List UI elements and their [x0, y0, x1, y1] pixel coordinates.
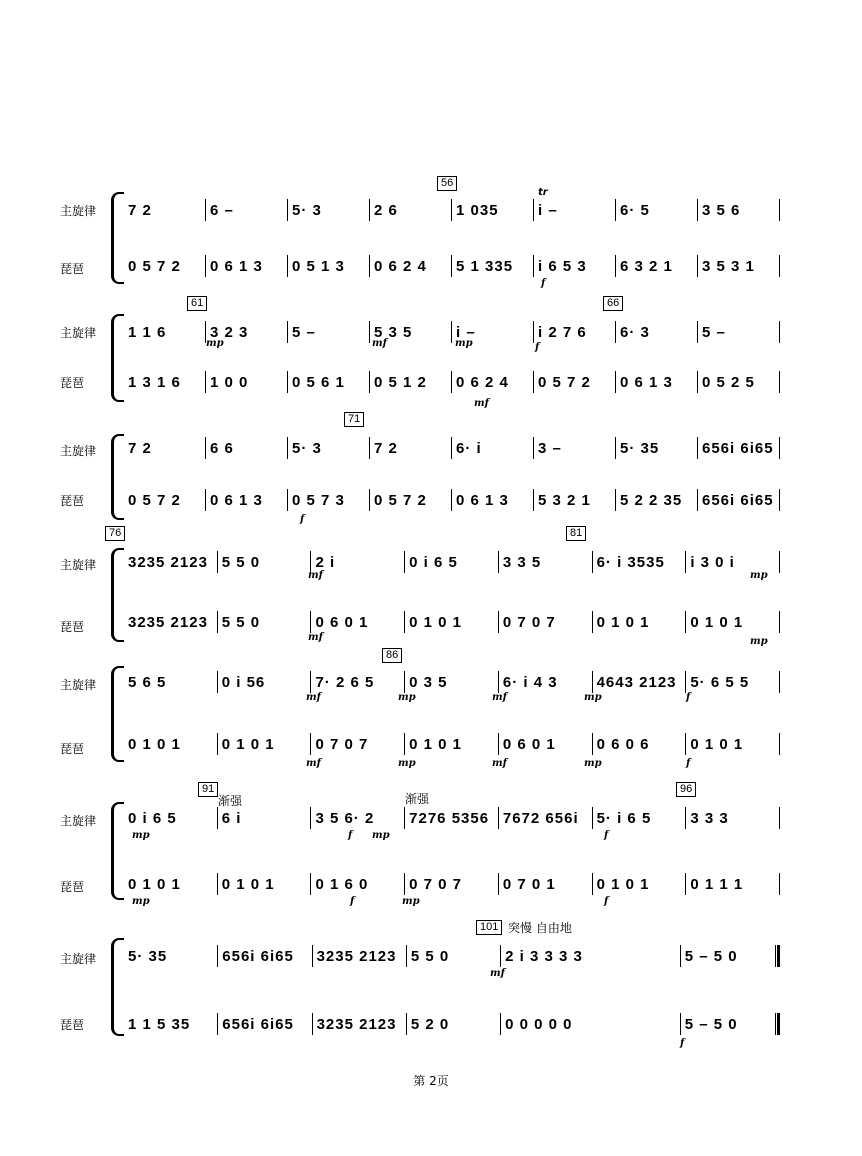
pipa-row	[124, 488, 780, 512]
dynamic-marking: mf	[306, 692, 321, 703]
measure: i 2 7 6	[538, 323, 587, 341]
measure: 0 6 0 6	[596, 735, 650, 753]
score-system-7	[60, 921, 780, 1049]
measure: 5 2 2 35	[620, 491, 683, 509]
score-system-1	[60, 177, 780, 289]
rehearsal-mark: 91	[198, 782, 218, 797]
measure: 0 6 1 3	[210, 257, 263, 275]
barline	[779, 371, 780, 393]
staff-label-melody: 主旋律	[60, 814, 97, 828]
staff-label-melody: 主旋律	[60, 204, 97, 218]
dynamic-marking: mp	[372, 830, 390, 841]
system-bracket	[111, 314, 124, 402]
barline	[779, 489, 780, 511]
dynamic-marking: f	[350, 896, 355, 907]
pipa-row	[124, 610, 780, 634]
measure: 5 2 0	[410, 1015, 450, 1033]
measure: 6· i 4 3	[502, 673, 558, 691]
measure: 0 5 7 2	[538, 373, 591, 391]
dynamic-marking: mf	[492, 758, 507, 769]
dynamic-marking: mp	[584, 692, 602, 703]
measure: 4643 2123	[596, 673, 677, 691]
tempo-marking: 突慢 自由地	[508, 921, 572, 935]
measure: 0 5 1 3	[292, 257, 345, 275]
measure: 5 5 0	[410, 947, 450, 965]
melody-row	[124, 550, 780, 574]
rehearsal-mark: 81	[566, 526, 586, 541]
measure: 5 –	[292, 323, 316, 341]
pipa-row	[124, 872, 780, 896]
staff-label-pipa: 琵琶	[60, 262, 85, 276]
dynamic-marking: f	[680, 1038, 685, 1049]
measure: 0 1 0 1	[221, 735, 275, 753]
dynamic-marking: mp	[584, 758, 602, 769]
measure: 7 2	[128, 439, 152, 457]
staff-label-melody: 主旋律	[60, 326, 97, 340]
rehearsal-mark: 76	[105, 526, 125, 541]
measure: 1 1 5 35	[128, 1015, 191, 1033]
measure: 5 – 5 0	[684, 1015, 738, 1033]
measure: 6· 5	[620, 201, 650, 219]
staff-label-melody: 主旋律	[60, 444, 97, 458]
measure: 0 5 6 1	[292, 373, 345, 391]
staff-label-pipa: 琵琶	[60, 742, 85, 756]
staff-label-pipa: 琵琶	[60, 880, 85, 894]
rehearsal-mark: 56	[437, 176, 457, 191]
system-bracket	[111, 666, 124, 762]
system-bracket	[111, 548, 124, 642]
measure: 7 2	[374, 439, 398, 457]
measure: 0 1 0 1	[596, 613, 650, 631]
measure: 1 035	[456, 201, 499, 219]
barline	[779, 199, 780, 221]
measure: 656i 6i65	[222, 947, 294, 965]
measure: 0 1 1 1	[690, 875, 744, 893]
trill-marking: tr	[538, 187, 548, 198]
dynamic-marking: mf	[474, 398, 489, 409]
measure: 6· 3	[620, 323, 650, 341]
barline	[779, 551, 780, 573]
measure: 0 i 6 5	[409, 553, 458, 571]
measure: 0 6 1 3	[456, 491, 509, 509]
dynamic-marking: mp	[398, 758, 416, 769]
dynamic-marking: mf	[308, 632, 323, 643]
measure: 7672 656i	[502, 809, 579, 827]
measure: 0 1 0 1	[128, 875, 181, 893]
measure: 5· 35	[128, 947, 168, 965]
dynamic-marking: mp	[206, 338, 224, 349]
measure: 5· 6 5 5	[690, 673, 750, 691]
dynamic-marking: mp	[398, 692, 416, 703]
final-barline	[775, 945, 780, 967]
barline	[779, 807, 780, 829]
measure: 0 7 0 7	[502, 613, 556, 631]
dynamic-marking: mf	[372, 338, 387, 349]
staff-label-pipa: 琵琶	[60, 494, 85, 508]
dynamic-marking: f	[604, 896, 609, 907]
measure: 0 7 0 7	[315, 735, 369, 753]
measure: 0 i 6 5	[128, 809, 177, 827]
staff-label-melody: 主旋律	[60, 952, 97, 966]
measure: 5· 35	[620, 439, 660, 457]
system-bracket	[111, 802, 124, 900]
measure: 1 3 1 6	[128, 373, 181, 391]
measure: 2 i	[315, 553, 336, 571]
score-system-2	[60, 297, 780, 409]
measure: 5 5 0	[221, 613, 261, 631]
measure: 5· 3	[292, 439, 322, 457]
measure: 0 0 0 0 0	[505, 1015, 573, 1033]
measure: 0 1 0 1	[221, 875, 275, 893]
barline	[779, 437, 780, 459]
rehearsal-mark: 71	[344, 412, 364, 427]
measure: 0 1 0 1	[128, 735, 181, 753]
dynamic-marking: f	[686, 692, 691, 703]
measure: 1 1 6	[128, 323, 167, 341]
measure: i –	[456, 323, 476, 341]
dynamic-marking: mf	[308, 570, 323, 581]
measure: i 3 0 i	[690, 553, 735, 571]
system-bracket	[111, 938, 124, 1036]
system-bracket	[111, 192, 124, 284]
measure: 656i 6i65	[702, 491, 774, 509]
measure: 0 6 2 4	[456, 373, 509, 391]
measure: 0 6 1 3	[620, 373, 673, 391]
measure: 0 3 5	[409, 673, 448, 691]
measure: 0 7 0 1	[502, 875, 556, 893]
measure: 3235 2123	[316, 1015, 397, 1033]
measure: 6 3 2 1	[620, 257, 673, 275]
measure: 2 6	[374, 201, 398, 219]
dynamic-marking: mf	[490, 968, 505, 979]
measure: 5 – 5 0	[684, 947, 738, 965]
measure: 0 1 0 1	[596, 875, 650, 893]
measure: 0 5 7 2	[374, 491, 427, 509]
measure: 3 5 6· 2	[315, 809, 375, 827]
pipa-row	[124, 732, 780, 756]
measure: 7· 2 6 5	[315, 673, 375, 691]
measure: 5 5 0	[221, 553, 261, 571]
measure: 5 1 335	[456, 257, 514, 275]
dynamic-marking: mf	[306, 758, 321, 769]
crescendo-marking: 渐强	[405, 792, 430, 806]
measure: i –	[538, 201, 558, 219]
barline	[779, 733, 780, 755]
rehearsal-mark: 101	[476, 920, 502, 935]
measure: i 6 5 3	[538, 257, 587, 275]
melody-row	[124, 944, 780, 968]
measure: 0 6 2 4	[374, 257, 427, 275]
dynamic-marking: f	[300, 514, 305, 525]
dynamic-marking: f	[348, 830, 353, 841]
pipa-row	[124, 254, 780, 278]
measure: 2 i 3 3 3 3	[505, 947, 583, 965]
measure: 3 5 3 1	[702, 257, 755, 275]
barline	[779, 671, 780, 693]
page-number: 第 2页	[413, 1074, 449, 1088]
measure: 5 6 5	[128, 673, 167, 691]
measure: 0 1 0 1	[690, 735, 744, 753]
pipa-row	[124, 1012, 780, 1036]
measure: 6 i	[221, 809, 242, 827]
system-bracket	[111, 434, 124, 520]
dynamic-marking: mp	[455, 338, 473, 349]
measure: 0 5 2 5	[702, 373, 755, 391]
staff-label-melody: 主旋律	[60, 558, 97, 572]
measure: 0 1 6 0	[315, 875, 369, 893]
measure: 5 3 2 1	[538, 491, 591, 509]
measure: 656i 6i65	[222, 1015, 294, 1033]
measure: 0 i 56	[221, 673, 266, 691]
measure: 0 1 0 1	[409, 735, 463, 753]
staff-label-pipa: 琵琶	[60, 620, 85, 634]
measure: 0 1 0 1	[690, 613, 744, 631]
dynamic-marking: mp	[750, 570, 768, 581]
pipa-row	[124, 370, 780, 394]
measure: 3235 2123	[128, 553, 208, 571]
dynamic-marking: f	[541, 278, 546, 289]
barline	[779, 611, 780, 633]
measure: 0 5 7 2	[128, 491, 181, 509]
measure: 5 3 5	[374, 323, 413, 341]
rehearsal-mark: 61	[187, 296, 207, 311]
measure: 3 3 3	[690, 809, 729, 827]
rehearsal-mark: 96	[676, 782, 696, 797]
dynamic-marking: mp	[402, 896, 420, 907]
staff-label-melody: 主旋律	[60, 678, 97, 692]
dynamic-marking: mp	[750, 636, 768, 647]
score-system-5	[60, 649, 780, 769]
final-barline	[775, 1013, 780, 1035]
measure: 0 6 1 3	[210, 491, 263, 509]
measure: 0 5 1 2	[374, 373, 427, 391]
measure: 3 5 6	[702, 201, 741, 219]
measure: 6 –	[210, 201, 234, 219]
measure: 0 7 0 7	[409, 875, 463, 893]
dynamic-marking: mp	[132, 830, 150, 841]
score-system-4	[60, 527, 780, 648]
measure: 6· i 3535	[596, 553, 665, 571]
melody-row	[124, 198, 780, 222]
measure: 7276 5356	[409, 809, 490, 827]
dynamic-marking: mp	[132, 896, 150, 907]
measure: 7 2	[128, 201, 152, 219]
score-system-6	[60, 783, 780, 907]
measure: 0 5 7 3	[292, 491, 345, 509]
melody-row	[124, 806, 780, 830]
melody-row	[124, 670, 780, 694]
measure: 0 6 0 1	[315, 613, 369, 631]
measure: 6· i	[456, 439, 482, 457]
measure: 5· i 6 5	[596, 809, 652, 827]
measure: 0 5 7 2	[128, 257, 181, 275]
measure: 3235 2123	[316, 947, 397, 965]
dynamic-marking: mf	[492, 692, 507, 703]
measure: 6 6	[210, 439, 234, 457]
measure: 3 –	[538, 439, 562, 457]
barline	[779, 321, 780, 343]
measure: 5 –	[702, 323, 726, 341]
staff-label-pipa: 琵琶	[60, 376, 85, 390]
score-system-3	[60, 413, 780, 528]
melody-row	[124, 436, 780, 460]
measure: 5· 3	[292, 201, 322, 219]
barline	[779, 255, 780, 277]
rehearsal-mark: 86	[382, 648, 402, 663]
measure: 1 0 0	[210, 373, 249, 391]
dynamic-marking: f	[686, 758, 691, 769]
measure: 0 1 0 1	[409, 613, 463, 631]
crescendo-marking: 渐强	[218, 794, 243, 808]
measure: 3 2 3	[210, 323, 249, 341]
measure: 3235 2123	[128, 613, 208, 631]
dynamic-marking: f	[535, 342, 540, 353]
measure: 0 6 0 1	[502, 735, 556, 753]
measure: 3 3 5	[502, 553, 542, 571]
staff-label-pipa: 琵琶	[60, 1018, 85, 1032]
rehearsal-mark: 66	[603, 296, 623, 311]
dynamic-marking: f	[604, 830, 609, 841]
measure: 656i 6i65	[702, 439, 774, 457]
barline	[779, 873, 780, 895]
